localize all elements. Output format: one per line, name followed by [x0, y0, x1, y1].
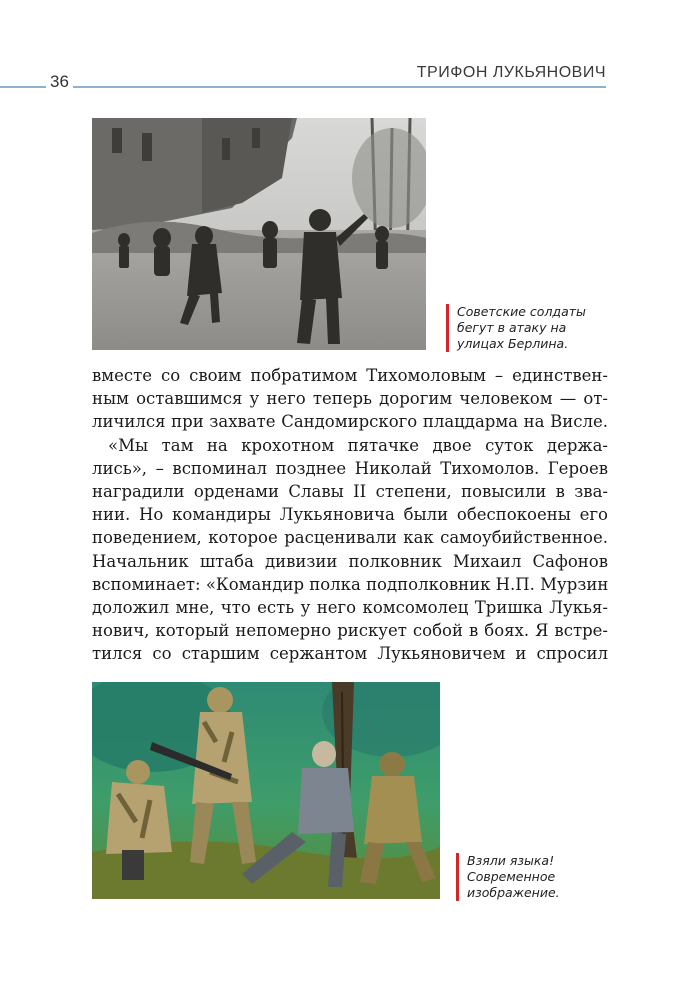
text-line: личился при захвате Сандомирского плацдарма на Висле. — [92, 412, 608, 432]
text-line: доложил мне, что есть у него комсомолец Тришка Лукья- — [92, 597, 608, 617]
body-text — [92, 364, 608, 665]
text-line: тился со старшим сержантом Лукьяновичем и спросил — [92, 644, 608, 664]
text-line: «Мы там на крохотном пятачке двое суток держа- — [108, 435, 608, 455]
figure-caption — [456, 853, 607, 901]
text-line: Начальник штаба дивизии полковник Михаил Сафонов — [92, 551, 608, 571]
caption-line: Взяли языка! — [467, 853, 555, 868]
forest-capture-illustration — [92, 682, 440, 899]
caption-line: изображение. — [467, 885, 560, 900]
text-line: вместе со своим побратимом Тихомоловым – единствен- — [92, 366, 608, 385]
page-number: 36 — [46, 72, 73, 92]
illustration-art — [92, 682, 440, 899]
header-rule — [0, 86, 606, 88]
running-title: ТРИФОН ЛУКЬЯНОВИЧ — [416, 64, 606, 81]
text-line: лись», – вспоминал позднее Николай Тихомолов. Героев — [92, 458, 608, 478]
caption-line: бегут в атаку на — [457, 320, 567, 335]
text-line: нии. Но командиры Лукьяновича были обеспокоены его — [92, 505, 608, 525]
text-line: наградили орденами Славы II степени, повысили в зва- — [92, 481, 608, 501]
text-line: ным оставшимся у него теперь дорогим человеком — от- — [92, 389, 608, 409]
text-line: поведением, которое расценивали как самоубийственное. — [92, 528, 608, 548]
text-line: нович, который непомерно рискует собой в боях. Я встре- — [92, 621, 608, 641]
caption-line: Современное — [467, 869, 556, 884]
figure-caption — [446, 304, 607, 352]
caption-line: улицах Берлина. — [457, 336, 569, 351]
text-line: вспоминает: «Командир полка подполковник Н.П. Мурзин — [92, 574, 609, 594]
berlin-street-battle-photo — [92, 118, 426, 350]
caption-line: Советские солдаты — [457, 304, 586, 319]
photo-illustration — [92, 118, 426, 350]
